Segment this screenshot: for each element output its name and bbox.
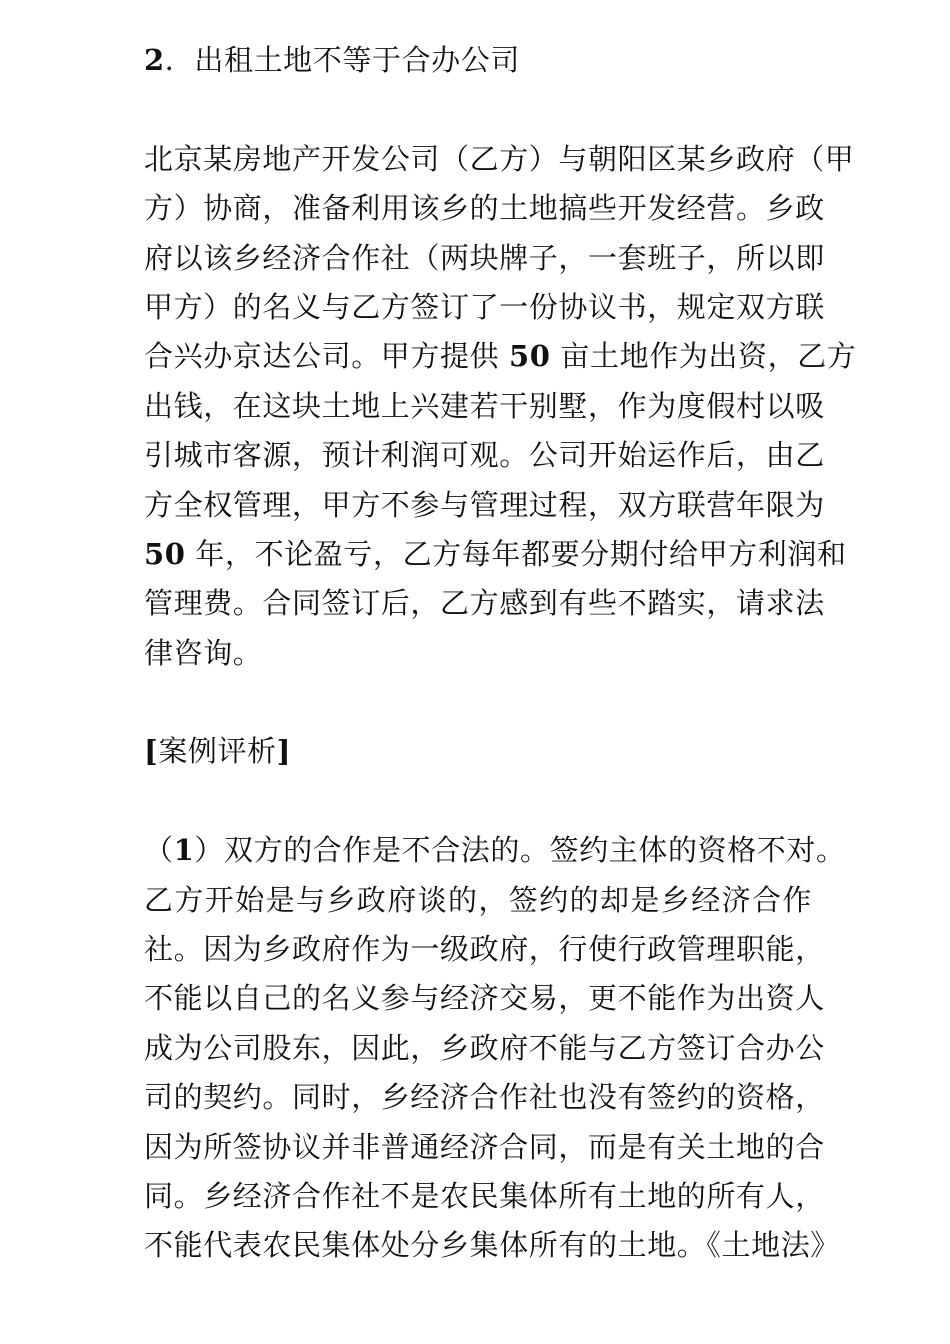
analysis-line: 因为所签协议并非普通经济合同，而是有关土地的合 xyxy=(144,1129,825,1164)
case-paragraph xyxy=(144,135,857,678)
document-page xyxy=(144,36,857,1271)
case-line: 北京某房地产开发公司（乙方）与朝阳区某乡政府（甲 xyxy=(144,141,855,176)
case-line: 律咨询。 xyxy=(144,635,263,670)
case-line xyxy=(144,530,847,579)
case-line: 出钱，在这块土地上兴建若干别墅，作为度假村以吸 xyxy=(144,388,825,423)
analysis-line: 成为公司股东，因此，乡政府不能与乙方签订合办公 xyxy=(144,1030,825,1065)
case-line-text: 年，不论盈亏，乙方每年都要分期付给甲方利润和 xyxy=(185,536,847,571)
spacer xyxy=(144,678,812,727)
acreage-number: 50 xyxy=(509,339,551,374)
analysis-label: 案例评析 xyxy=(158,734,277,769)
analysis-paragraph xyxy=(144,826,846,1271)
case-line: 方全权管理，甲方不参与管理过程，双方联营年限为 xyxy=(144,487,825,522)
bracket-open: [ xyxy=(144,734,159,769)
analysis-line: 不能以自己的名义参与经济交易，更不能作为出资人 xyxy=(144,981,825,1016)
case-line: 方）协商，准备利用该乡的土地搞些开发经营。乡政 xyxy=(144,191,825,226)
spacer xyxy=(144,85,812,134)
analysis-line xyxy=(144,826,846,875)
case-line: 引城市客源，预计利润可观。公司开始运作后，由乙 xyxy=(144,438,825,473)
analysis-line: 同。乡经济合作社不是农民集体所有土地的所有人， xyxy=(144,1178,825,1213)
analysis-line: 司的契约。同时，乡经济合作社也没有签约的资格， xyxy=(144,1080,825,1115)
point-number: 1 xyxy=(173,833,195,868)
analysis-heading xyxy=(144,727,812,776)
analysis-line: 社。因为乡政府作为一级政府，行使行政管理职能， xyxy=(144,932,825,967)
bracket-close: ] xyxy=(276,734,292,769)
years-number: 50 xyxy=(144,536,186,571)
case-line: 管理费。合同签订后，乙方感到有些不踏实，请求法 xyxy=(144,586,825,621)
section-heading xyxy=(144,36,812,85)
analysis-line: 不能代表农民集体处分乡集体所有的土地。《土地法》 xyxy=(144,1228,840,1263)
spacer xyxy=(144,777,812,826)
case-line: 府以该乡经济合作社（两块牌子，一套班子，所以即 xyxy=(144,240,825,275)
analysis-line: 乙方开始是与乡政府谈的，签约的却是乡经济合作 xyxy=(144,882,812,917)
case-line-text: 合兴办京达公司。甲方提供 xyxy=(144,339,510,374)
paren-open: （ xyxy=(144,833,174,868)
case-line-text: 亩土地作为出资，乙方 xyxy=(550,339,857,374)
case-line: 甲方）的名义与乙方签订了一份协议书，规定双方联 xyxy=(144,289,825,324)
case-line xyxy=(144,332,857,381)
heading-title: ．出租土地不等于合办公司 xyxy=(164,43,520,77)
analysis-line-text: ）双方的合作是不合法的。签约主体的资格不对。 xyxy=(194,833,846,868)
heading-number: 2 xyxy=(144,43,165,77)
